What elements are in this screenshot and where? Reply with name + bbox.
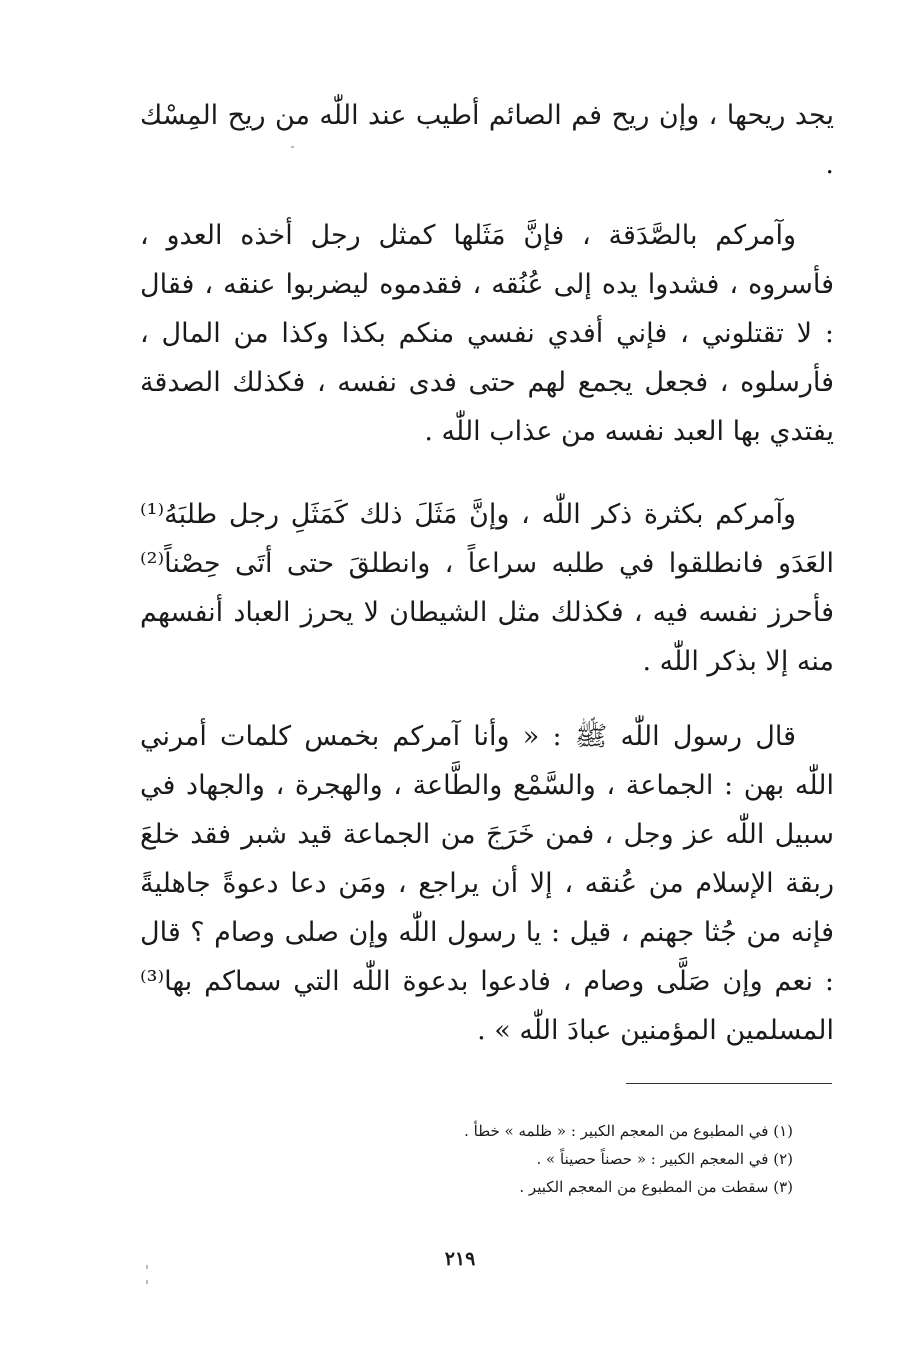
scan-speck (146, 1265, 148, 1269)
paragraph-charity (140, 211, 834, 456)
footnote-1: (١) في المطبوع من المعجم الكبير : « ظلمه » خطأ . (464, 1122, 793, 1140)
paragraph-text: قال رسول اللّٰه ﷺ : « وأنا آمركم بخمس كلمات أمرني اللّٰه بهن : الجماعة ، والسَّمْع والطَّاعة ، والهجرة ، والجهاد في سبيل اللّٰه عز وجل ، فمن خَرَجَ من الجماعة قيد شبر فقد خلعَ ربقة الإسلام من عُنقه ، إلا أن يراجع ، ومَن دعا دعوةً جاهليةً فإنه من جُثا جهنم ، قيل : يا رسول اللّٰه وإن صلى وصام ؟ قال : نعم وإن صَلَّى وصام ، فادعوا بدعوة اللّٰه التي سماكم بها⁽³⁾ المسلمين المؤمنين عبادَ اللّٰه » . (140, 721, 834, 1046)
paragraph-remembrance (140, 490, 834, 686)
scan-speck (146, 1280, 148, 1284)
paragraph-continuation (140, 91, 834, 189)
page-number: ٢١٩ (444, 1248, 476, 1270)
scan-speck (291, 146, 294, 148)
footnote-2: (٢) في المعجم الكبير : « حصناً حصيناً » . (536, 1150, 793, 1168)
footnote-divider (626, 1083, 832, 1084)
footnotes (300, 1117, 793, 1201)
footnote-3: (٣) سقطت من المطبوع من المعجم الكبير . (519, 1178, 793, 1196)
paragraph-text: وآمركم بكثرة ذكر اللّٰه ، وإنَّ مَثَلَ ذلك كَمَثَلِ رجل طلبَهُ⁽¹⁾ العَدَو فانطلقوا في طلبه سراعاً ، وانطلقَ حتى أتَى حِصْناً⁽²⁾ فأحرز نفسه فيه ، فكذلك مثل الشيطان لا يحرز العباد أنفسهم منه إلا بذكر اللّٰه . (140, 499, 834, 677)
paragraph-hadith (140, 712, 834, 1055)
paragraph-text: يجد ريحها ، وإن ريح فم الصائم أطيب عند اللّٰه من ريح المِسْك . (140, 100, 834, 180)
paragraph-text: وآمركم بالصَّدَقة ، فإنَّ مَثَلها كمثل رجل أخذه العدو ، فأسروه ، فشدوا يده إلى عُنُقه ، فقدموه ليضربوا عنقه ، فقال : لا تقتلوني ، فإني أفدي نفسي منكم بكذا وكذا من المال ، فأرسلوه ، فجعل يجمع لهم حتى فدى نفسه ، فكذلك الصدقة يفتدي بها العبد نفسه من عذاب اللّٰه . (140, 220, 834, 447)
